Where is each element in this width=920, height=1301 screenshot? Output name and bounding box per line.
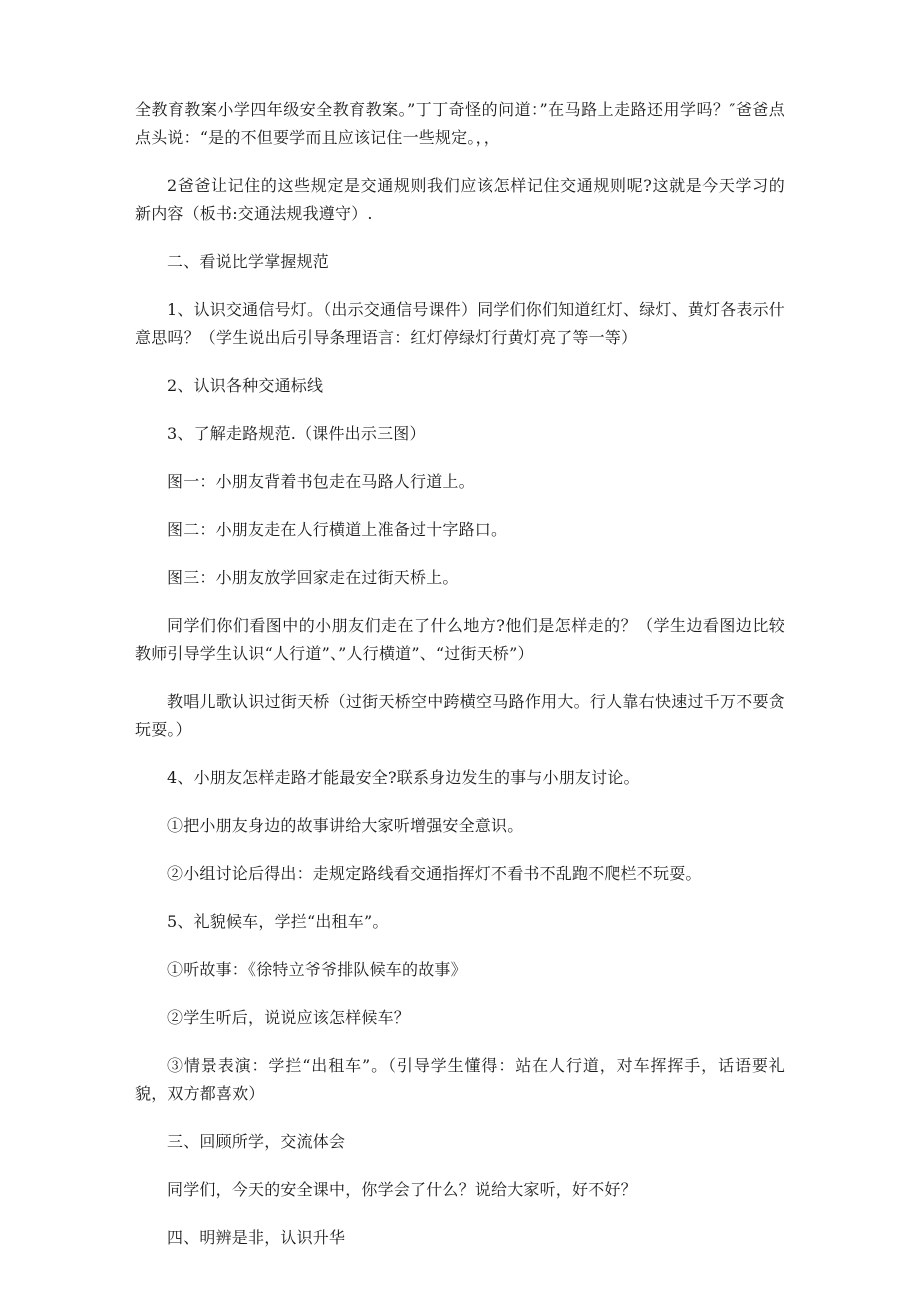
paragraph-student-response: ②学生听后，说说应该怎样候车？: [167, 1008, 411, 1027]
paragraph-figure-discussion: 同学们你们看图中的小朋友们走在了什么地方?他们是怎样走的？（学生边看图边比较教师引导学生认识“人行道”、”人行横道”、“过街天桥”）: [135, 616, 785, 663]
paragraph-figure-2: 图二：小朋友走在人行横道上准备过十字路口。: [167, 520, 508, 539]
paragraph-figure-1: 图一：小朋友背着书包走在马路人行道上。: [167, 472, 475, 491]
paragraph-figure-3: 图三：小朋友放学回家走在过街天桥上。: [167, 568, 459, 587]
section-heading-3: 三、回顾所学，交流体会: [167, 1132, 346, 1151]
paragraph-safe-walking: 4、小朋友怎样走路才能最安全?联系身边发生的事与小朋友讨论。: [167, 768, 640, 787]
paragraph-review-question: 同学们，今天的安全课中，你学会了什么？说给大家听，好不好？: [167, 1180, 637, 1199]
paragraph-polite-waiting: 5、礼貌候车，学拦“出租车”。: [167, 912, 389, 931]
paragraph-group-discussion: ②小组讨论后得出：走规定路线看交通指挥灯不看书不乱跑不爬栏不玩耍。: [167, 864, 702, 883]
section-heading-4: 四、明辨是非，认识升华: [167, 1228, 346, 1247]
paragraph-song: 教唱儿歌认识过街天桥（过街天桥空中跨横空马路作用大。行人靠右快速过千万不要贪玩耍。）: [135, 692, 785, 739]
paragraph-traffic-rules-intro: 2爸爸让记住的这些规定是交通规则我们应该怎样记住交通规则呢?这就是今天学习的新内容（板书:交通法规我遵守）.: [135, 176, 785, 223]
paragraph-story-sharing: ①把小朋友身边的故事讲给大家听增强安全意识。: [167, 816, 524, 835]
section-heading-2: 二、看说比学掌握规范: [167, 252, 330, 271]
paragraph-listen-story: ①听故事：《徐特立爷爷排队候车的故事》: [167, 960, 467, 979]
paragraph-traffic-markings: 2、认识各种交通标线: [167, 376, 324, 395]
paragraph-role-play: ③情景表演：学拦“出租车”。（引导学生懂得：站在人行道，对车挥挥手，话语要礼貌，双方都喜欢）: [135, 1056, 785, 1103]
document-page: [135, 96, 785, 1272]
paragraph-walking-rules: 3、了解走路规范.（课件出示三图）: [167, 424, 426, 443]
paragraph-traffic-lights: 1、认识交通信号灯。（出示交通信号课件）同学们你们知道红灯、绿灯、黄灯各表示什意思吗？（学生说出后引导条理语言：红灯停绿灯行黄灯亮了等一等）: [135, 300, 785, 347]
paragraph-intro-story: 全教育教案小学四年级安全教育教案。”丁丁奇怪的问道：”在马路上走路还用学吗？″爸爸点点头说：“是的不但要学而且应该记住一些规定。，，: [135, 100, 785, 147]
